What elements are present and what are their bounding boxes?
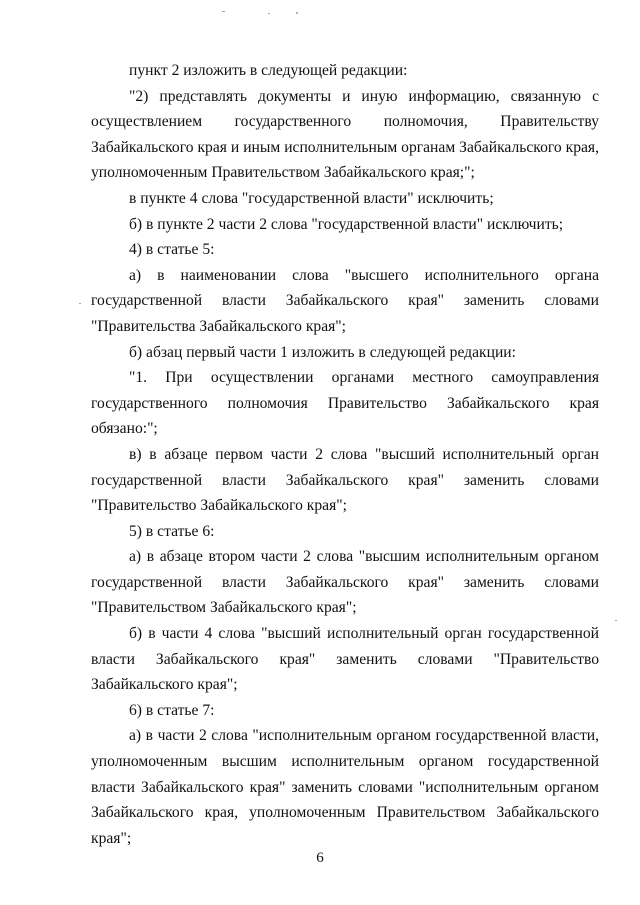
paragraph-14: а) в части 2 слова "исполнительным органом государственной власти, уполномоченным высшим исполнительным органом государственной власти Забайкальского края" заменить словами "исполнительным органом Забайкальского края, уполномоченным Правительством Забайкальского края"; xyxy=(91,727,599,847)
document-body xyxy=(91,58,599,851)
scan-artifact xyxy=(79,303,81,304)
paragraph-3: в пункте 4 слова "государственной власти" исключить; xyxy=(129,189,494,207)
scan-artifact xyxy=(268,13,270,14)
paragraph-1: пункт 2 изложить в следующей редакции: xyxy=(129,62,408,79)
paragraph-9: в) в абзаце первом части 2 слова "высший исполнительный орган государственной власти Забайкальского края" заменить словами "Правительство Забайкальского края"; xyxy=(91,445,599,515)
scan-artifact xyxy=(615,620,617,621)
paragraph-6: а) в наименовании слова "высшего исполнительного органа государственной власти Забайкальского края" заменить словами "Правительства Забайкальского края"; xyxy=(91,266,599,335)
scan-artifact xyxy=(296,12,298,14)
paragraph-10: 5) в статье 6: xyxy=(129,522,215,540)
paragraph-8: "1. При осуществлении органами местного самоуправления государственного полномочия Правительство Забайкальского края обязано:"; xyxy=(91,369,599,438)
paragraph-13: 6) в статье 7: xyxy=(129,701,215,719)
paragraph-7: б) абзац первый части 1 изложить в следующей редакции: xyxy=(129,343,516,361)
paragraph-4: б) в пункте 2 части 2 слова "государственной власти" исключить; xyxy=(129,215,564,233)
page-number: 6 xyxy=(316,850,324,866)
paragraph-2: "2) представлять документы и иную информацию, связанную с осуществлением государственного полномочия, Правительству Забайкальского края и иным исполнительным органам Забайкальского края, уполномоченным Правительством Забайкальского края;"; xyxy=(91,87,599,182)
paragraph-11: а) в абзаце втором части 2 слова "высшим исполнительным органом государственной власти Забайкальского края" заменить словами "Правительством Забайкальского края"; xyxy=(91,548,599,617)
paragraph-12: б) в части 4 слова "высший исполнительный орган государственной власти Забайкальского края" заменить словами "Правительство Забайкальского края"; xyxy=(91,625,599,694)
paragraph-5: 4) в статье 5: xyxy=(129,241,215,259)
scan-artifact xyxy=(222,11,225,12)
